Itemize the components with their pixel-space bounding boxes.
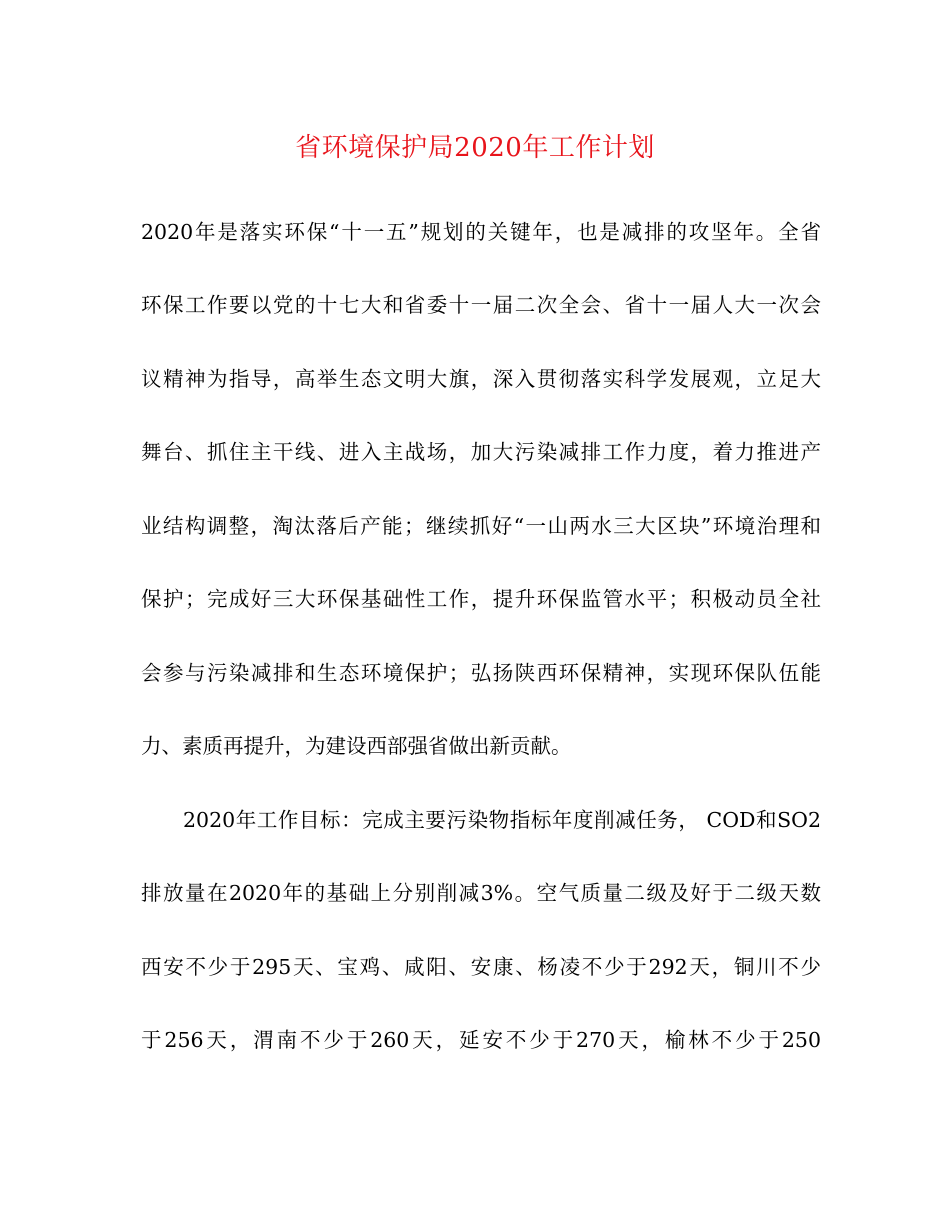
paragraph-line: 于256天，渭南不少于260天，延安不少于270天，榆林不少于250 [141, 1028, 821, 1052]
paragraph-line: 环保工作要以党的十七大和省委十一届二次全会、省十一届人大一次会 [141, 293, 821, 317]
paragraph-line: 保护；完成好三大环保基础性工作，提升环保监管水平；积极动员全社 [141, 587, 821, 611]
paragraph-line: 业结构调整，淘汰落后产能；继续抓好“一山两水三大区块”环境治理和 [141, 514, 821, 538]
paragraph-line: 2020年工作目标：完成主要污染物指标年度削减任务， COD和SO2 [183, 808, 821, 832]
paragraph-line: 排放量在2020年的基础上分别削减3%。空气质量二级及好于二级天数 [141, 881, 821, 905]
paragraph-line: 2020年是落实环保“十一五”规划的关键年，也是减排的攻坚年。全省 [141, 220, 821, 244]
paragraph-line: 西安不少于295天、宝鸡、咸阳、安康、杨凌不少于292天，铜川不少 [141, 955, 821, 979]
paragraph-line: 力、素质再提升，为建设西部强省做出新贡献。 [141, 734, 572, 758]
paragraph-line: 舞台、抓住主干线、进入主战场，加大污染减排工作力度，着力推进产 [141, 440, 821, 464]
paragraph-line: 议精神为指导，高举生态文明大旗，深入贯彻落实科学发展观，立足大 [141, 367, 821, 391]
paragraph-line: 会参与污染减排和生态环境保护；弘扬陕西环保精神，实现环保队伍能 [141, 661, 821, 685]
document-title: 省环境保护局2020年工作计划 [295, 133, 655, 163]
